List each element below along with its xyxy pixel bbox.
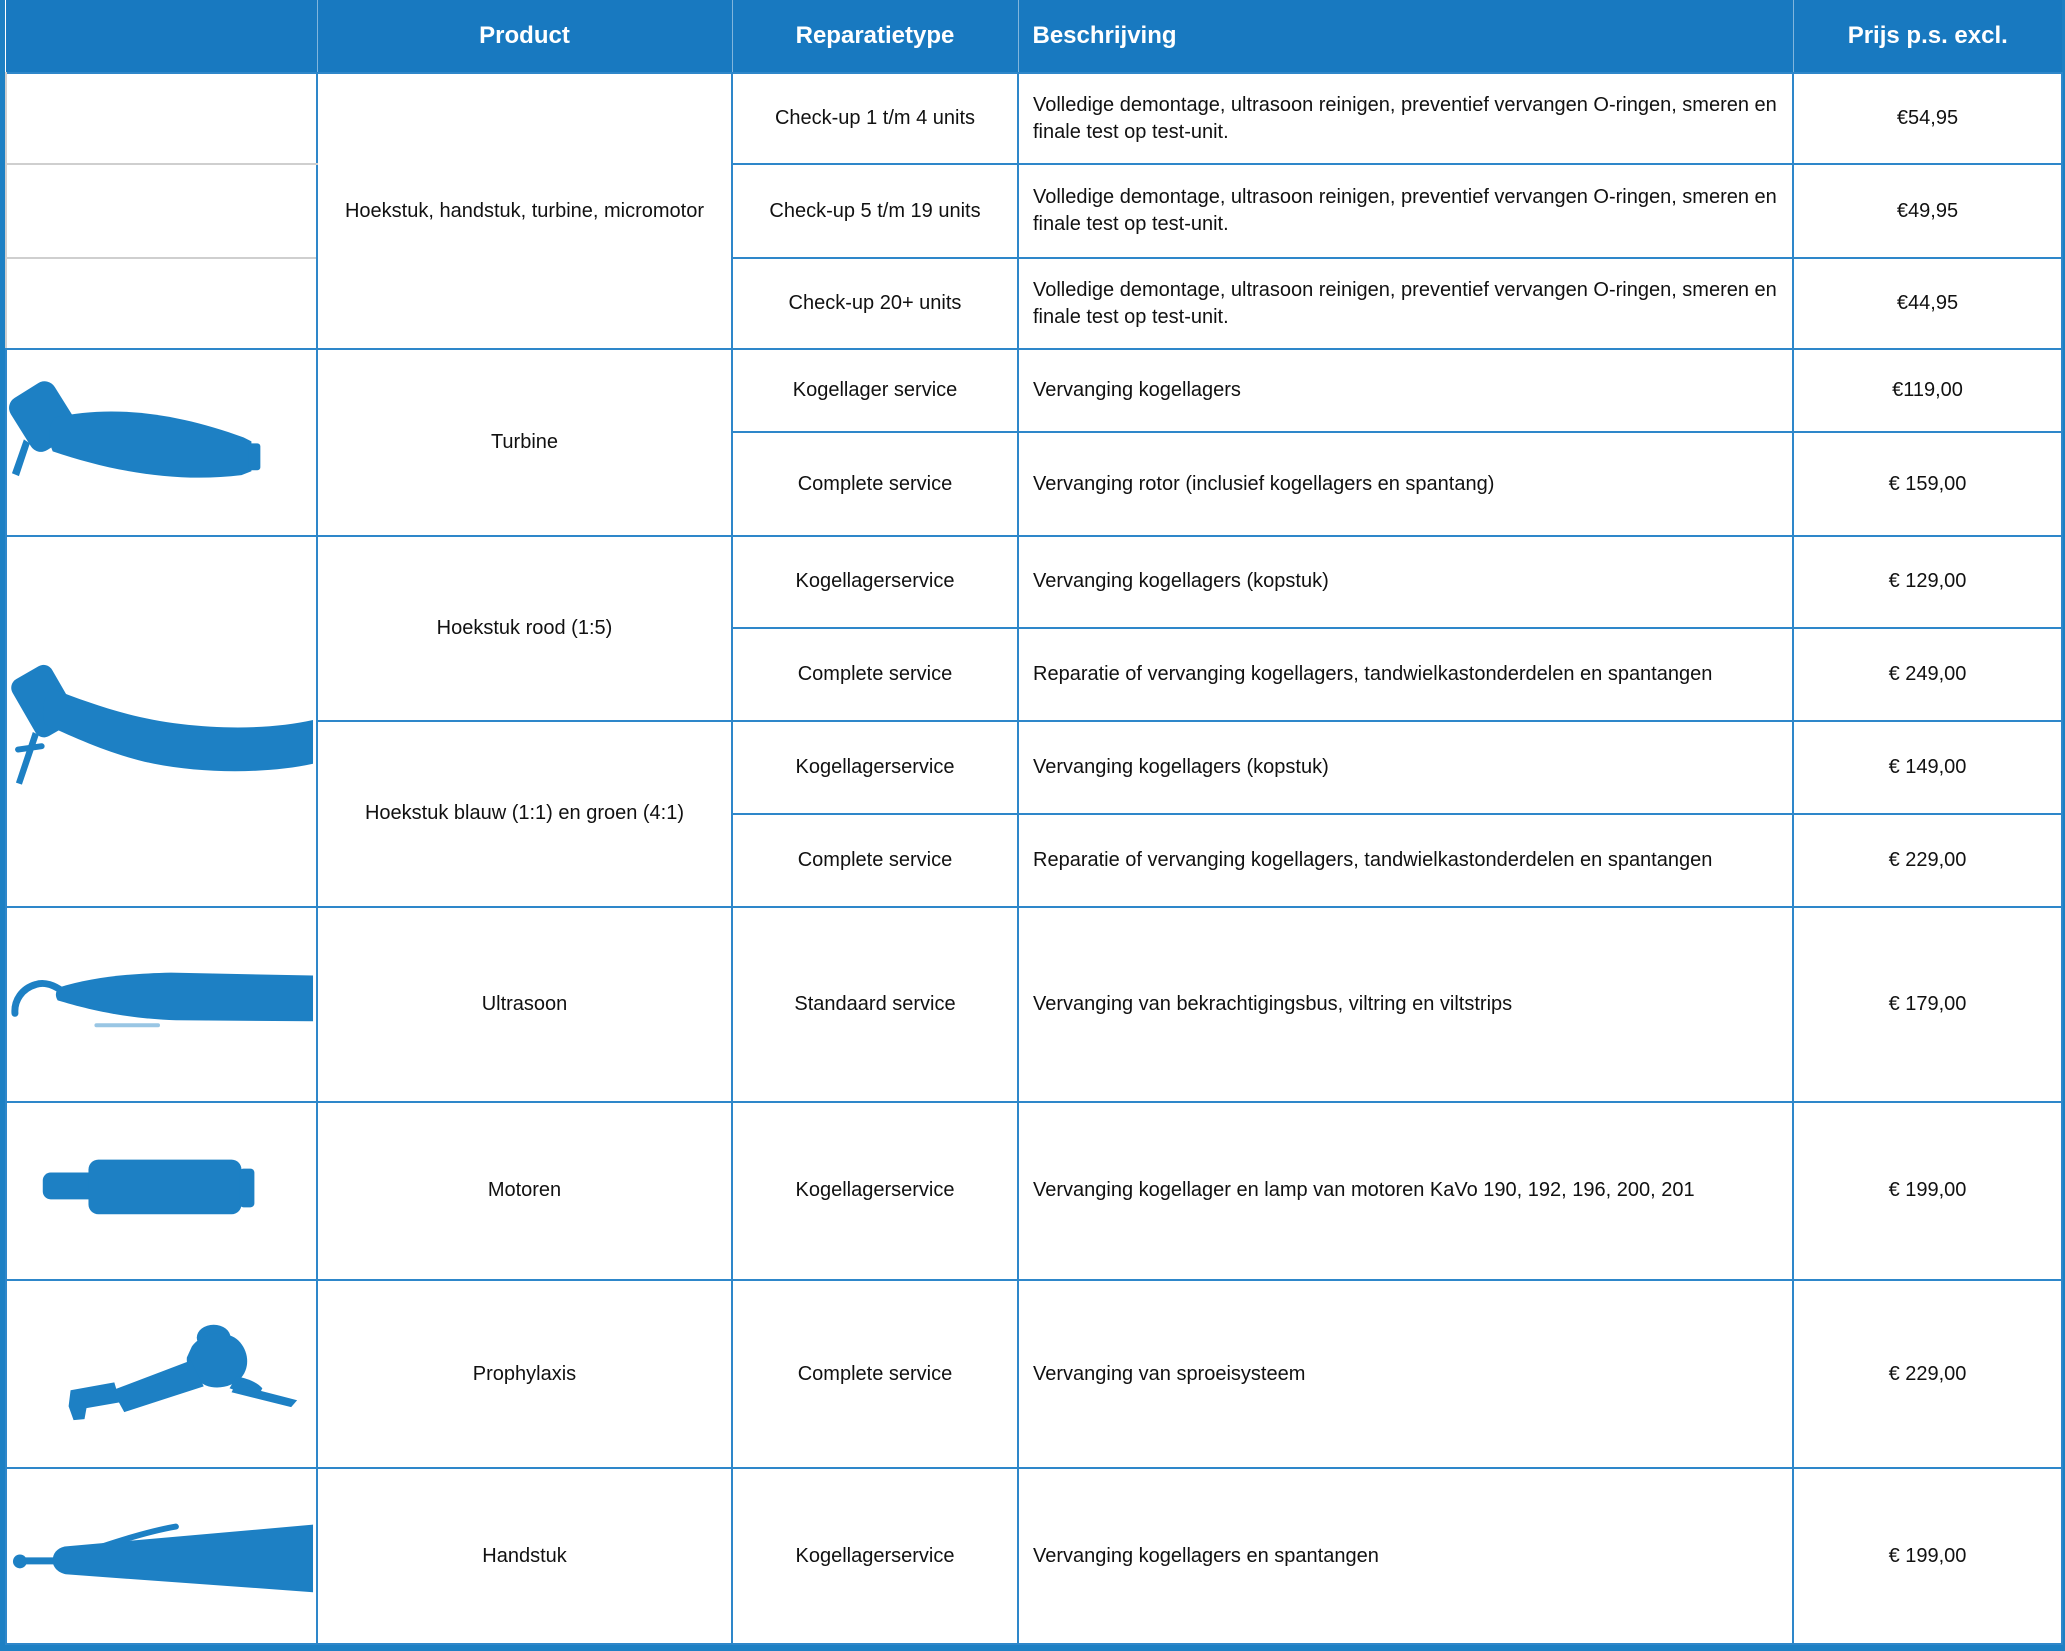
price-cell: € 229,00 — [1793, 1280, 2062, 1468]
header-beschrijving: Beschrijving — [1018, 0, 1793, 73]
product-cell: Hoekstuk, handstuk, turbine, micromotor — [317, 73, 732, 349]
header-prijs: Prijs p.s. excl. — [1793, 0, 2062, 73]
product-cell: Ultrasoon — [317, 907, 732, 1102]
type-cell: Check-up 5 t/m 19 units — [732, 164, 1018, 258]
price-cell: € 249,00 — [1793, 628, 2062, 721]
turbine-handpiece-icon — [7, 350, 316, 535]
image-cell-turbine — [6, 349, 317, 536]
image-cell-empty — [6, 258, 317, 349]
description-cell: Volledige demontage, ultrasoon reinigen, preventief vervangen O-ringen, smeren en finale test op test-unit. — [1018, 73, 1793, 164]
price-cell: €54,95 — [1793, 73, 2062, 164]
price-cell: € 199,00 — [1793, 1468, 2062, 1644]
type-cell: Kogellagerservice — [732, 1102, 1018, 1281]
description-cell: Vervanging van sproeisysteem — [1018, 1280, 1793, 1468]
type-cell: Standaard service — [732, 907, 1018, 1102]
description-cell: Volledige demontage, ultrasoon reinigen, preventief vervangen O-ringen, smeren en finale test op test-unit. — [1018, 258, 1793, 349]
product-cell: Motoren — [317, 1102, 732, 1281]
description-cell: Vervanging rotor (inclusief kogellagers en spantang) — [1018, 432, 1793, 535]
price-cell: €44,95 — [1793, 258, 2062, 349]
description-cell: Vervanging kogellagers (kopstuk) — [1018, 536, 1793, 628]
table-row — [6, 349, 2062, 432]
prophylaxis-handpiece-icon — [7, 1281, 316, 1467]
description-cell: Reparatie of vervanging kogellagers, tandwielkastonderdelen en spantangen — [1018, 628, 1793, 721]
table-row — [6, 258, 2062, 349]
straight-handpiece-icon — [7, 1469, 316, 1643]
price-cell: € 159,00 — [1793, 432, 2062, 535]
image-cell-motoren — [6, 1102, 317, 1281]
price-cell: €119,00 — [1793, 349, 2062, 432]
product-cell: Turbine — [317, 349, 732, 536]
image-cell-empty — [6, 73, 317, 164]
price-cell: € 149,00 — [1793, 721, 2062, 814]
table-header-row — [6, 0, 2062, 73]
product-cell: Handstuk — [317, 1468, 732, 1644]
description-cell: Vervanging kogellagers en spantangen — [1018, 1468, 1793, 1644]
description-cell: Reparatie of vervanging kogellagers, tandwielkastonderdelen en spantangen — [1018, 814, 1793, 907]
table-row — [6, 164, 2062, 258]
image-cell-prophylaxis — [6, 1280, 317, 1468]
table-row — [6, 1280, 2062, 1468]
table-row — [6, 1468, 2062, 1644]
type-cell: Complete service — [732, 432, 1018, 535]
price-cell: € 129,00 — [1793, 536, 2062, 628]
description-cell: Vervanging van bekrachtigingsbus, viltring en viltstrips — [1018, 907, 1793, 1102]
description-cell: Vervanging kogellager en lamp van motoren KaVo 190, 192, 196, 200, 201 — [1018, 1102, 1793, 1281]
ultrasonic-scaler-icon — [7, 908, 316, 1101]
description-cell: Vervanging kogellagers — [1018, 349, 1793, 432]
table-row — [6, 1102, 2062, 1281]
type-cell: Check-up 20+ units — [732, 258, 1018, 349]
price-cell: € 229,00 — [1793, 814, 2062, 907]
image-cell-empty — [6, 164, 317, 258]
price-cell: €49,95 — [1793, 164, 2062, 258]
price-cell: € 199,00 — [1793, 1102, 2062, 1281]
type-cell: Kogellager service — [732, 349, 1018, 432]
type-cell: Kogellagerservice — [732, 1468, 1018, 1644]
pricing-table — [5, 0, 2063, 1645]
product-cell: Prophylaxis — [317, 1280, 732, 1468]
price-cell: € 179,00 — [1793, 907, 2062, 1102]
product-cell: Hoekstuk rood (1:5) — [317, 536, 732, 721]
image-cell-hoekstuk — [6, 536, 317, 907]
image-cell-ultrasoon — [6, 907, 317, 1102]
header-image-column — [6, 0, 317, 73]
header-reparatietype: Reparatietype — [732, 0, 1018, 73]
contra-angle-handpiece-icon — [7, 537, 316, 906]
type-cell: Complete service — [732, 814, 1018, 907]
table-row — [6, 73, 2062, 164]
type-cell: Kogellagerservice — [732, 536, 1018, 628]
description-cell: Volledige demontage, ultrasoon reinigen, preventief vervangen O-ringen, smeren en finale test op test-unit. — [1018, 164, 1793, 258]
table-row — [6, 536, 2062, 628]
product-cell: Hoekstuk blauw (1:1) en groen (4:1) — [317, 721, 732, 907]
description-cell: Vervanging kogellagers (kopstuk) — [1018, 721, 1793, 814]
micromotor-icon — [7, 1103, 316, 1280]
image-cell-handstuk — [6, 1468, 317, 1644]
type-cell: Check-up 1 t/m 4 units — [732, 73, 1018, 164]
header-product: Product — [317, 0, 732, 73]
type-cell: Complete service — [732, 1280, 1018, 1468]
table-row — [6, 907, 2062, 1102]
type-cell: Kogellagerservice — [732, 721, 1018, 814]
type-cell: Complete service — [732, 628, 1018, 721]
